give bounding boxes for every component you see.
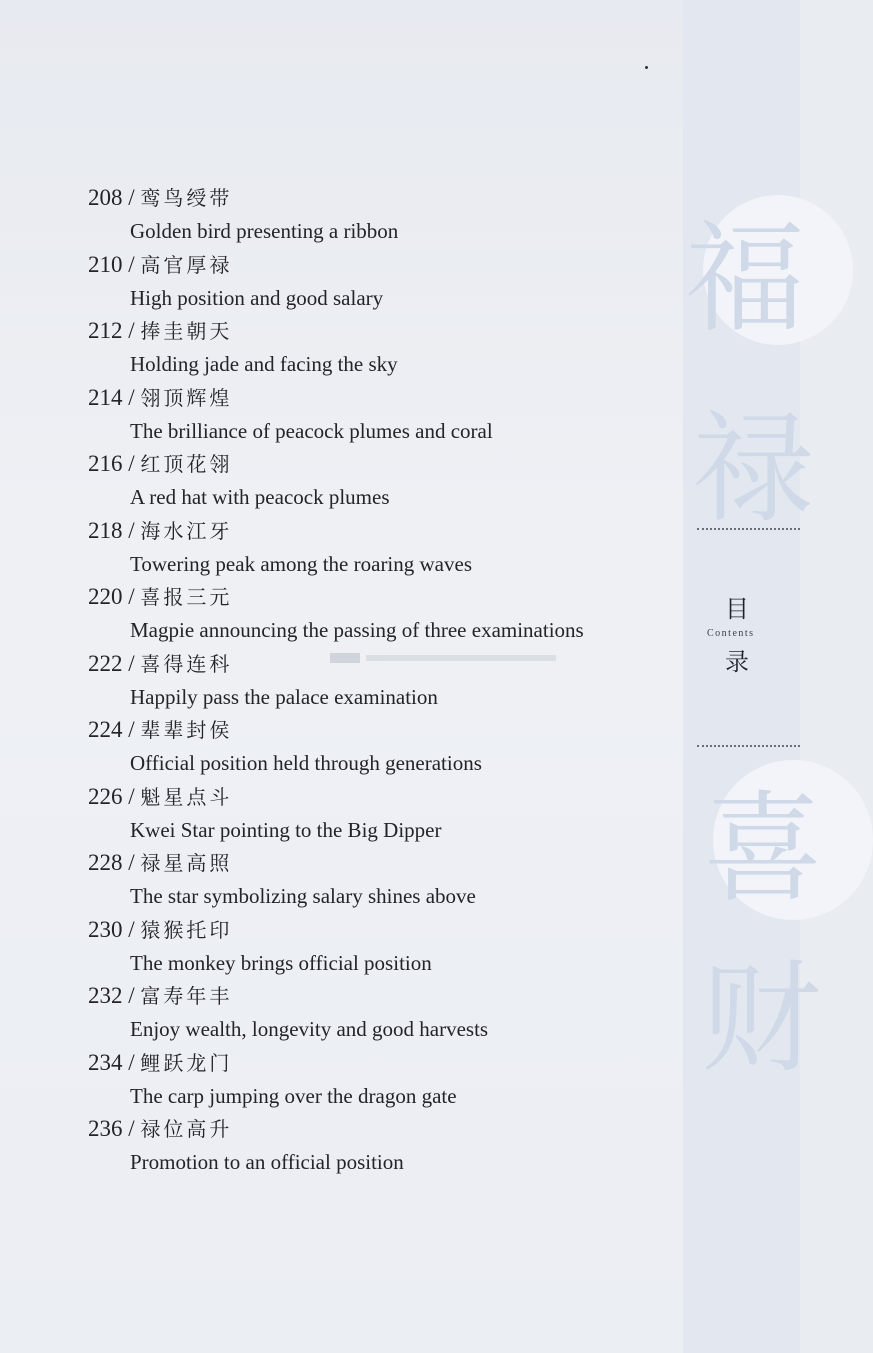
toc-entry[interactable] [88,848,678,915]
sidebar-subtitle: Contents [707,628,755,639]
toc-english-title: The brilliance of peacock plumes and coral [130,418,493,443]
toc-chinese-title: 魁星点斗 [140,784,233,809]
toc-separator: / [122,1049,141,1075]
toc-entry[interactable] [88,250,678,317]
toc-page-number: 218 [88,517,123,543]
toc-english-title: Promotion to an official position [130,1150,404,1174]
toc-entry-heading [88,915,232,946]
toc-english-title: Towering peak among the roaring waves [130,551,472,576]
toc-separator: / [122,717,141,742]
toc-separator: / [122,916,141,942]
toc-page-number: 214 [88,384,123,410]
toc-english-title: A red hat with peacock plumes [130,485,390,509]
sidebar-ghost-glyph-xi: 喜 [703,780,823,919]
toc-entry-heading [88,1048,232,1079]
toc-page-number: 228 [88,850,123,875]
toc-chinese-title: 翎顶辉煌 [140,385,233,410]
toc-separator: / [122,983,141,1008]
toc-entry-heading [88,649,232,680]
toc-separator: / [122,1116,141,1141]
toc-entry-heading [88,981,232,1012]
toc-english-title: Magpie announcing the passing of three examinations [130,618,584,642]
toc-entry-heading [88,383,232,414]
toc-entry[interactable] [88,915,678,982]
toc-chinese-title: 鸾鸟绶带 [140,186,233,210]
toc-separator: / [122,451,141,476]
toc-entry-heading [88,848,232,879]
toc-entry-heading [88,715,232,746]
toc-separator: / [122,517,141,543]
toc-chinese-title: 喜报三元 [140,585,233,609]
toc-entry[interactable] [88,1048,678,1115]
ink-speck [645,66,648,69]
toc-entry[interactable] [88,183,678,250]
toc-page-number: 208 [88,185,123,210]
toc-chinese-title: 喜得连科 [140,651,233,676]
toc-page-number: 232 [88,983,123,1008]
toc-entry-heading [88,582,232,613]
toc-chinese-title: 富寿年丰 [140,984,233,1008]
toc-separator: / [122,251,141,277]
toc-english-title: Happily pass the palace examination [130,684,438,709]
toc-chinese-title: 鲤跃龙门 [140,1050,233,1075]
toc-page-number: 236 [88,1116,123,1141]
contents-sidebar [683,0,823,1353]
toc-separator: / [122,584,141,609]
toc-separator: / [122,384,141,410]
sidebar-title-top: 目 [725,595,749,623]
toc-chinese-title: 捧圭朝天 [140,319,233,343]
toc-page-number: 212 [88,318,123,343]
sidebar-ghost-glyph-cai: 财 [701,950,821,1089]
toc-page-number: 224 [88,717,123,742]
toc-english-title: The carp jumping over the dragon gate [130,1083,457,1108]
toc-entry-heading [88,250,232,281]
toc-entry[interactable] [88,1114,678,1181]
toc-entry-heading [88,316,232,347]
sidebar-divider-bottom [697,745,800,747]
toc-english-title: Kwei Star pointing to the Big Dipper [130,817,442,842]
toc-entry-heading [88,782,232,813]
toc-english-title: The monkey brings official position [130,950,432,975]
toc-separator: / [122,185,141,210]
toc-separator: / [122,850,141,875]
sidebar-ghost-glyph-fu: 福 [685,210,805,349]
toc-page-number: 234 [88,1049,123,1075]
sidebar-divider-top [697,528,800,530]
toc-english-title: Enjoy wealth, longevity and good harvests [130,1017,489,1041]
toc-chinese-title: 猿猴托印 [140,917,233,942]
toc-entry[interactable] [88,383,678,450]
toc-english-title: High position and good salary [130,285,384,310]
toc-page-number: 220 [88,584,123,609]
toc-chinese-title: 禄位高升 [140,1117,233,1141]
sidebar-ghost-glyph-lu: 禄 [693,400,813,539]
toc-english-title: Official position held through generations [130,751,482,775]
sidebar-title-bottom: 录 [725,648,749,676]
toc-english-title: Golden bird presenting a ribbon [130,219,399,243]
toc-entry-heading [88,516,232,547]
toc-page-number: 226 [88,783,123,809]
toc-separator: / [122,650,141,676]
toc-english-title: The star symbolizing salary shines above [130,884,476,908]
toc-chinese-title: 海水江牙 [140,518,233,543]
toc-entry[interactable] [88,715,678,782]
toc-chinese-title: 辈辈封侯 [140,718,233,742]
toc-entry-heading [88,183,232,214]
toc-separator: / [122,318,141,343]
toc-entry-heading [88,1114,232,1145]
toc-page-number: 222 [88,650,123,676]
toc-entry[interactable] [88,981,678,1048]
toc-list [88,183,678,1181]
toc-entry[interactable] [88,516,678,583]
toc-english-title: Holding jade and facing the sky [130,352,398,376]
toc-chinese-title: 红顶花翎 [140,452,233,476]
toc-entry[interactable] [88,649,678,716]
toc-entry[interactable] [88,449,678,516]
toc-page-number: 216 [88,451,123,476]
toc-page-number: 210 [88,251,123,277]
toc-chinese-title: 禄星高照 [140,851,233,875]
toc-entry[interactable] [88,782,678,849]
toc-entry[interactable] [88,316,678,383]
toc-entry-heading [88,449,232,480]
toc-page-number: 230 [88,916,123,942]
toc-chinese-title: 高官厚禄 [140,252,233,277]
toc-entry[interactable] [88,582,678,649]
toc-separator: / [122,783,141,809]
